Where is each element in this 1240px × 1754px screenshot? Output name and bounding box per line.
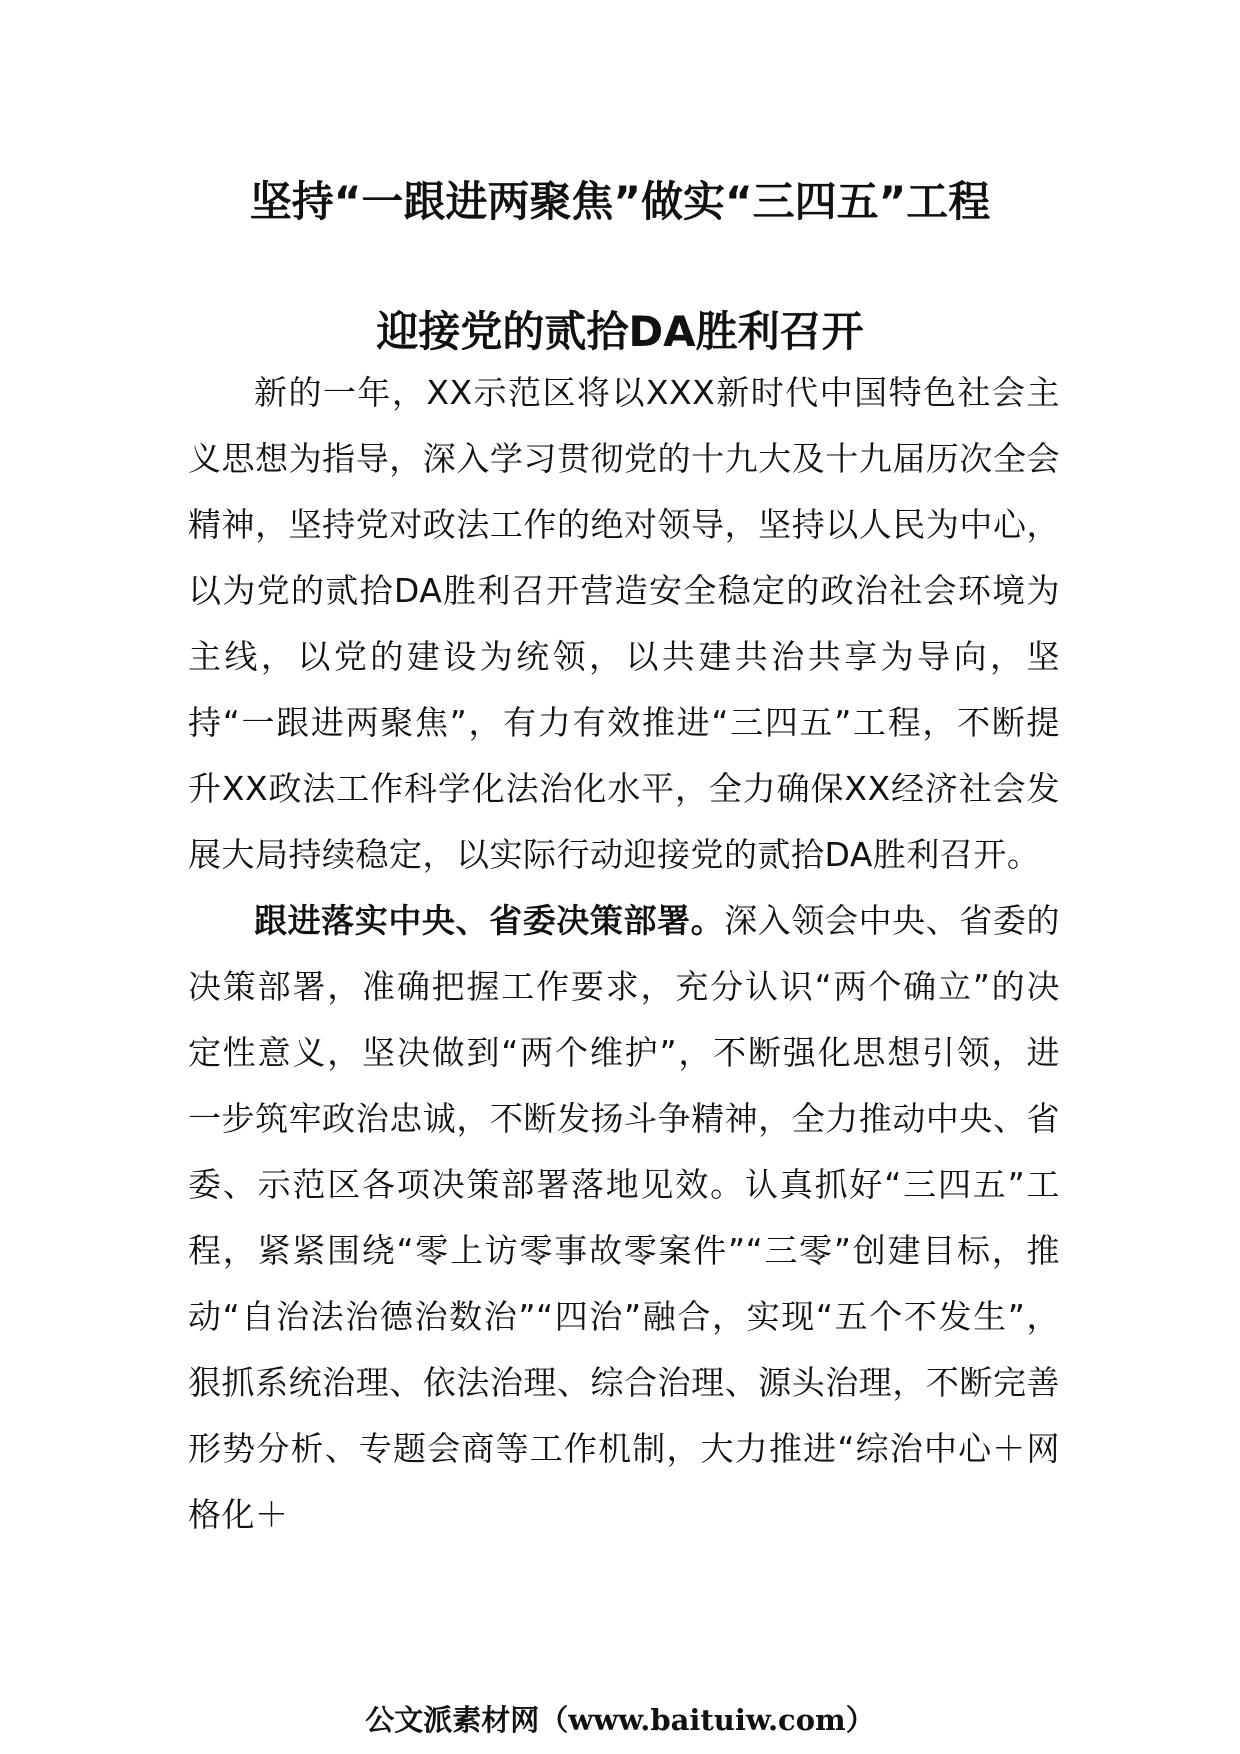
document-body — [188, 360, 1060, 1548]
paragraph-lead-heading: 跟进落实中央、省委决策部署。 — [254, 901, 725, 940]
paragraph-intro — [188, 360, 1060, 888]
paragraph-text: 新的一年，XX示范区将以XXX新时代中国特色社会主义思想为指导，深入学习贯彻党的十九大及十九届历次全会精神，坚持党对政法工作的绝对领导，坚持以人民为中心，以为党的贰拾DA胜利召开营造安全稳定的政治社会环境为主线，以党的建设为统领，以共建共治共享为导向，坚持“一跟进两聚焦”，有力有效推进“三四五”工程，不断提升XX政法工作科学化法治化水平，全力确保XX经济社会发展大局持续稳定，以实际行动迎接党的贰拾DA胜利召开。 — [188, 373, 1060, 874]
document-title-line-1: 坚持“一跟进两聚焦”做实“三四五”工程 — [249, 177, 991, 226]
document-title-line-2: 迎接党的贰拾DA胜利召开 — [376, 307, 864, 356]
source-footer: 公文派素材网（www.baituiw.com） — [365, 1703, 875, 1737]
paragraph-follow-up — [188, 888, 1060, 1548]
paragraph-text: 深入领会中央、省委的决策部署，准确把握工作要求，充分认识“两个确立”的决定性意义，坚决做到“两个维护”，不断强化思想引领，进一步筑牢政治忠诚，不断发扬斗争精神，全力推动中央、省委、示范区各项决策部署落地见效。认真抓好“三四五”工程，紧紧围绕“零上访零事故零案件”“三零”创建目标，推动“自治法治德治数治”“四治”融合，实现“五个不发生”，狠抓系统治理、依法治理、综合治理、源头治理，不断完善形势分析、专题会商等工作机制，大力推进“综治中心＋网格化＋ — [188, 901, 1061, 1534]
